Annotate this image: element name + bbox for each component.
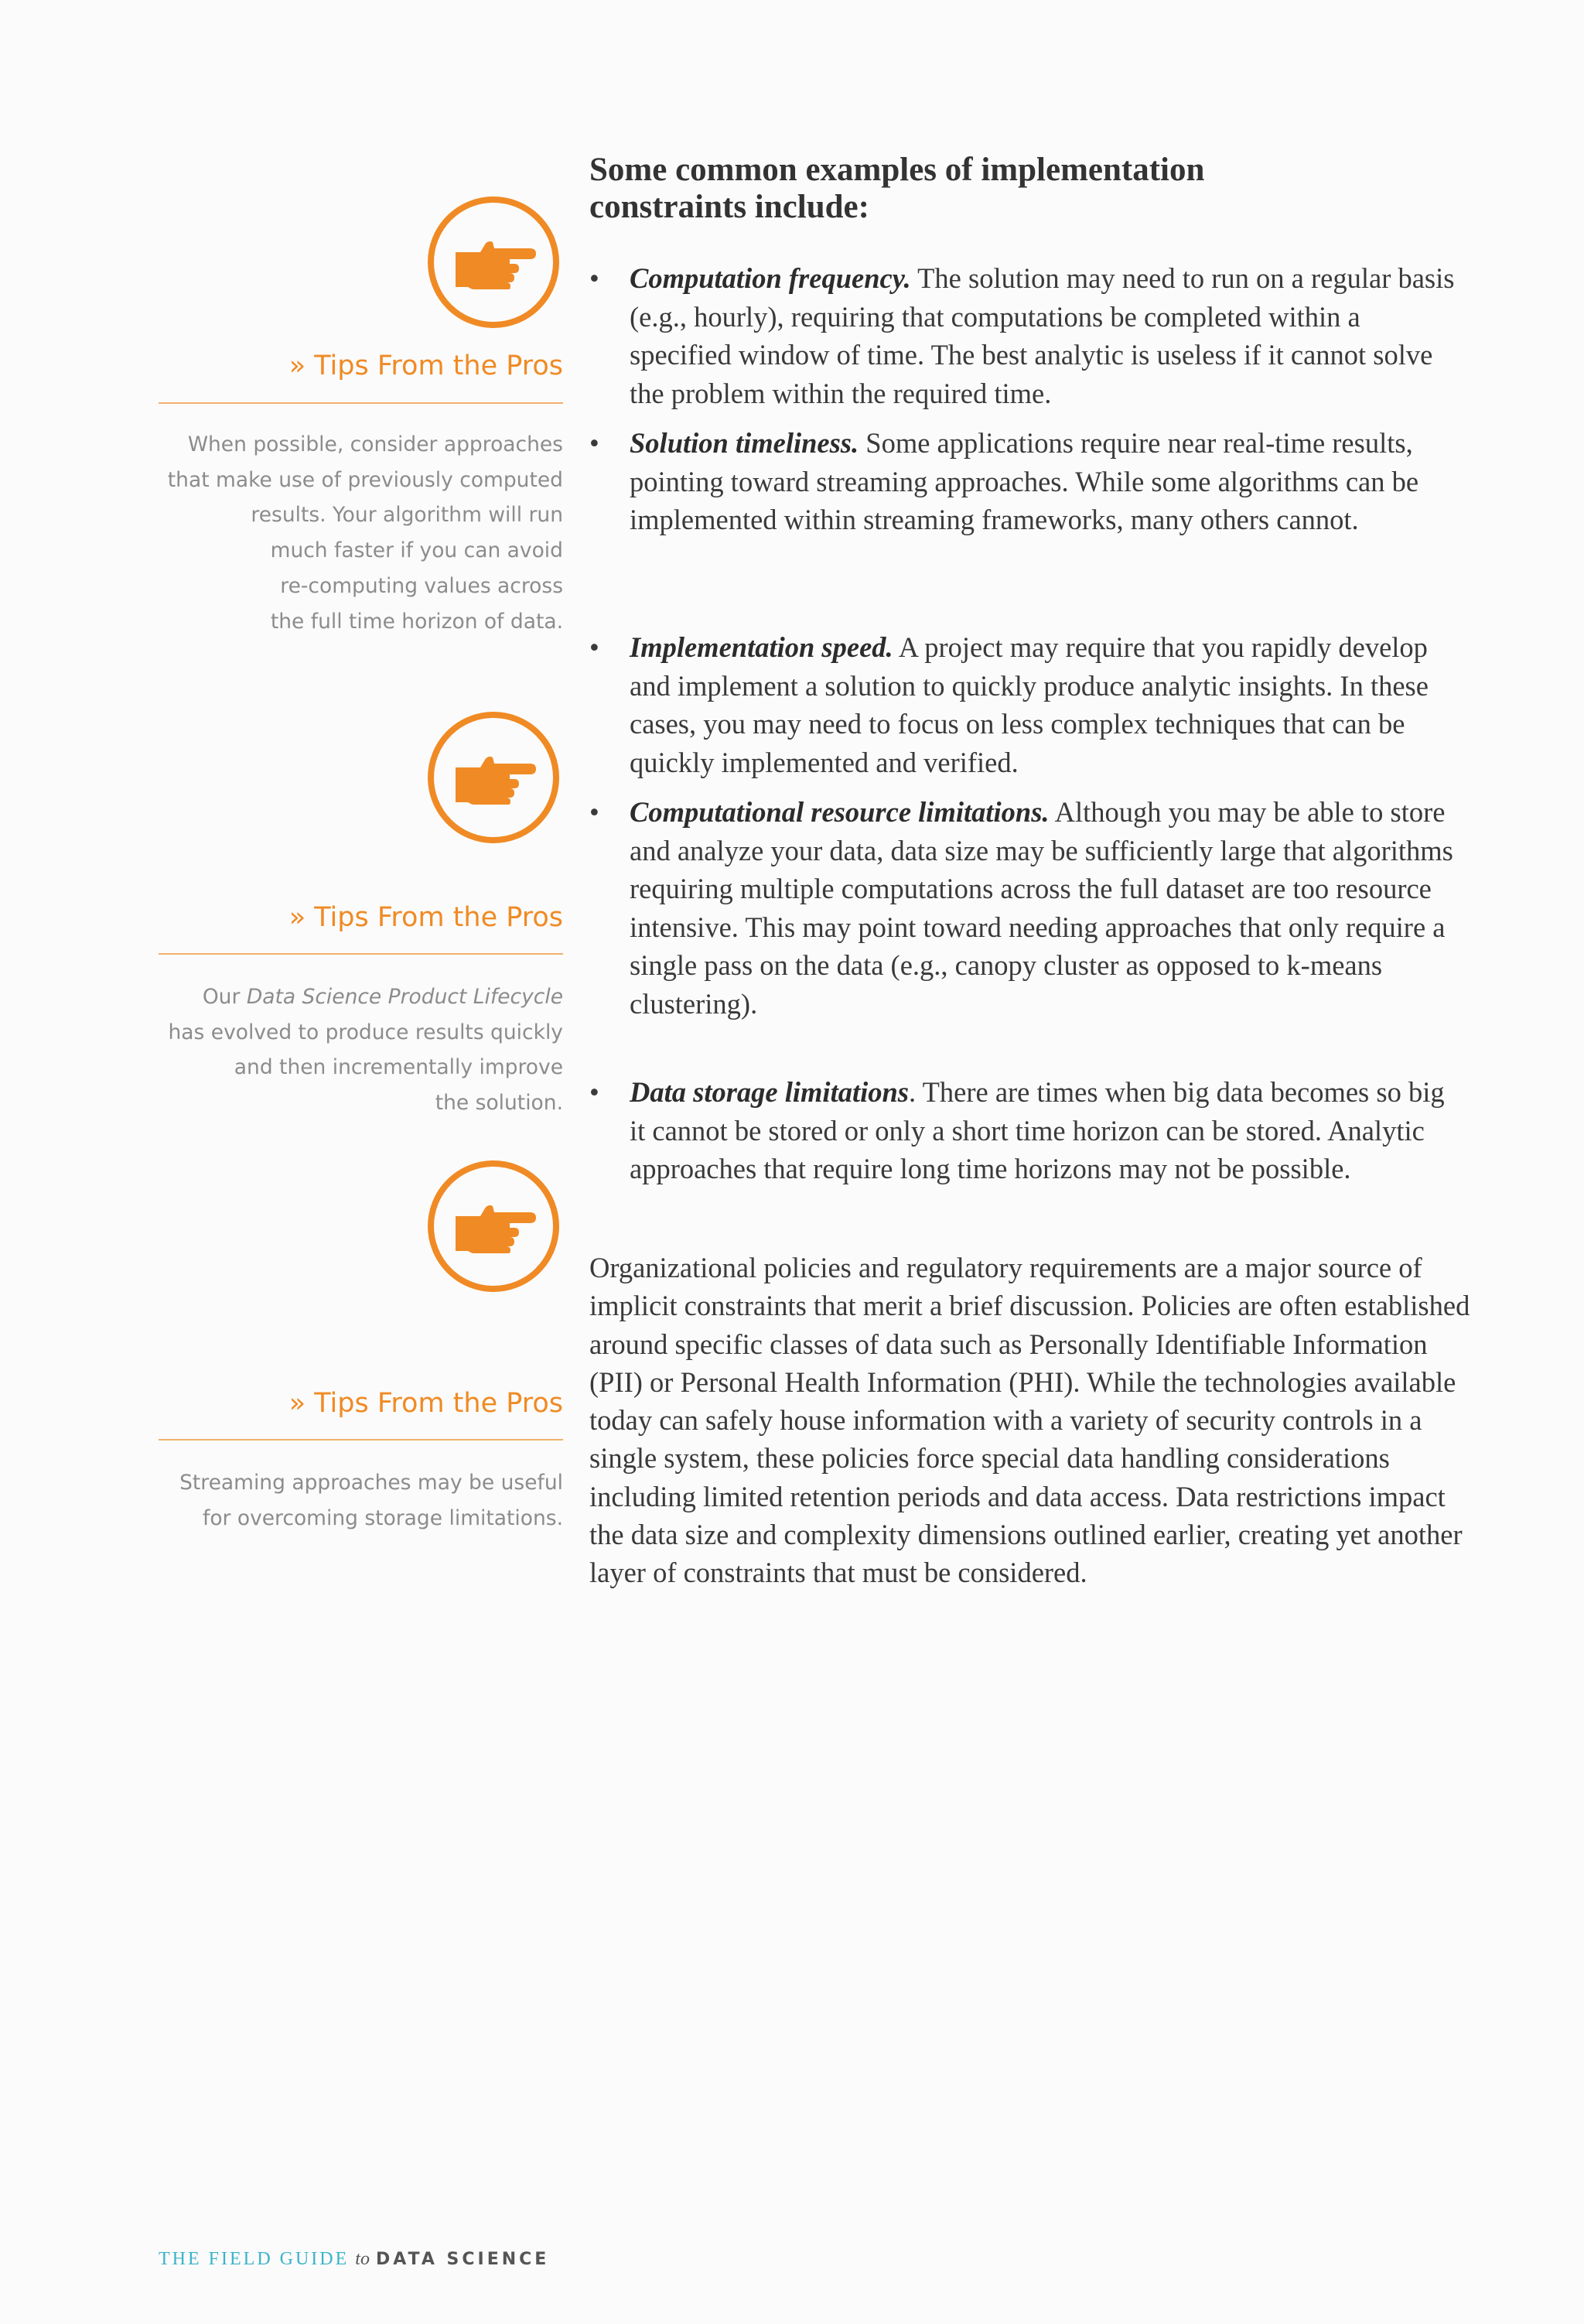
list-item xyxy=(589,259,1463,412)
tip-2-line: the solution. xyxy=(435,1091,563,1116)
pointing-hand-icon xyxy=(451,750,536,805)
tip-2-line: and then incrementally improve xyxy=(234,1055,563,1080)
list-item-text xyxy=(630,793,1463,1023)
tip-3-divider xyxy=(159,1439,563,1441)
tip-2-heading: » Tips From the Pros xyxy=(288,902,563,933)
list-item-term: Solution timeliness. xyxy=(630,427,859,459)
tip-1-body xyxy=(130,427,563,639)
footer-part-3: DATA SCIENCE xyxy=(375,2250,550,2269)
list-item-term: Data storage limitations xyxy=(630,1076,909,1108)
bullet-icon: • xyxy=(589,796,599,828)
tip-1-line: the full time horizon of data. xyxy=(270,609,563,634)
tip-1-pointing-hand-icon xyxy=(428,197,559,328)
tip-1-line: results. Your algorithm will run xyxy=(251,503,563,528)
bullet-icon: • xyxy=(589,1076,599,1108)
tip-2-line xyxy=(130,979,563,1015)
tip-3-heading: » Tips From the Pros xyxy=(288,1388,563,1419)
tip-2-line: has evolved to produce results quickly xyxy=(168,1020,563,1044)
tip-2-prefix: Our xyxy=(202,985,247,1009)
tip-1-line: re-computing values across xyxy=(280,573,563,598)
tip-3-line: Streaming approaches may be useful xyxy=(179,1471,563,1495)
body-paragraph: Organizational policies and regulatory requirements are a major source of implicit constraints that merit a brief discussion. Policies are often established around specific classes of data such as Personally Identifiable Information (PII) or Personal Health Information (PHI). While the technologies available today can safely house information with a variety of security controls in a single system, these policies force special data handling considerations including limited retention periods and data access. Data restrictions impact the data size and complexity dimensions outlined earlier, creating yet another layer of constraints that must be considered. xyxy=(589,1252,1470,1589)
bullet-icon: • xyxy=(589,427,599,459)
pointing-hand-icon xyxy=(451,1199,536,1253)
bullet-icon: • xyxy=(589,262,599,294)
list-item-description: The solution may need to run on a regular basis (e.g., hourly), requiring that computations be completed within a specified window of time. The best analytic is useless if it cannot solve the problem within the required time. xyxy=(630,262,1455,409)
pointing-hand-icon xyxy=(451,235,536,289)
tip-1-line: much faster if you can avoid xyxy=(270,538,563,563)
footer-title xyxy=(159,2249,549,2270)
tip-3-pointing-hand-icon xyxy=(428,1160,559,1292)
list-item-description: Some applications require near real-time results, pointing toward streaming approaches. While some algorithms can be implemented within streaming frameworks, many others cannot. xyxy=(630,427,1419,535)
tip-1-line: When possible, consider approaches xyxy=(187,432,563,456)
tip-2-divider xyxy=(159,953,563,955)
list-item-description: . There are times when big data becomes so big it cannot be stored or only a short time horizon can be stored. Analytic approaches that require long time horizons may not be possible. xyxy=(630,1076,1445,1184)
list-item xyxy=(589,1073,1463,1188)
list-item xyxy=(589,424,1463,539)
list-item-description: Although you may be able to store and analyze your data, data size may be sufficiently large that algorithms requiring multiple computations across the full dataset are too resource intensive. This may point toward needing approaches that only require a single pass on the data (e.g., canopy cluster as opposed to k-means clustering). xyxy=(630,796,1453,1020)
tip-3-body xyxy=(130,1465,563,1536)
list-item-term: Computational resource limitations. xyxy=(630,796,1050,828)
tip-1-heading: » Tips From the Pros xyxy=(288,350,563,381)
tip-2-italic: Data Science Product Lifecycle xyxy=(246,985,563,1009)
list-item-description: A project may require that you rapidly develop and implement a solution to quickly produce analytic insights. In these cases, you may need to focus on less complex techniques that can be quickly implemented and verified. xyxy=(630,631,1429,778)
list-item-text xyxy=(630,1073,1463,1188)
tip-2-pointing-hand-icon xyxy=(428,712,559,843)
tip-2-body xyxy=(130,979,563,1121)
footer-part-1: THE FIELD GUIDE xyxy=(159,2249,350,2269)
list-item xyxy=(589,793,1463,1023)
footer-part-2: to xyxy=(355,2249,370,2269)
tip-3-line: for overcoming storage limitations. xyxy=(203,1505,563,1530)
tip-1-line: that make use of previously computed xyxy=(167,467,563,492)
list-item-text xyxy=(630,259,1463,412)
list-item-text xyxy=(630,424,1463,539)
list-item-term: Implementation speed. xyxy=(630,631,893,663)
list-item xyxy=(589,628,1463,781)
bullet-icon: • xyxy=(589,631,599,663)
list-item-term: Computation frequency. xyxy=(630,262,911,294)
tip-1-divider xyxy=(159,402,563,404)
section-heading: Some common examples of implementation constraints include: xyxy=(589,152,1205,225)
list-item-text xyxy=(630,628,1463,781)
